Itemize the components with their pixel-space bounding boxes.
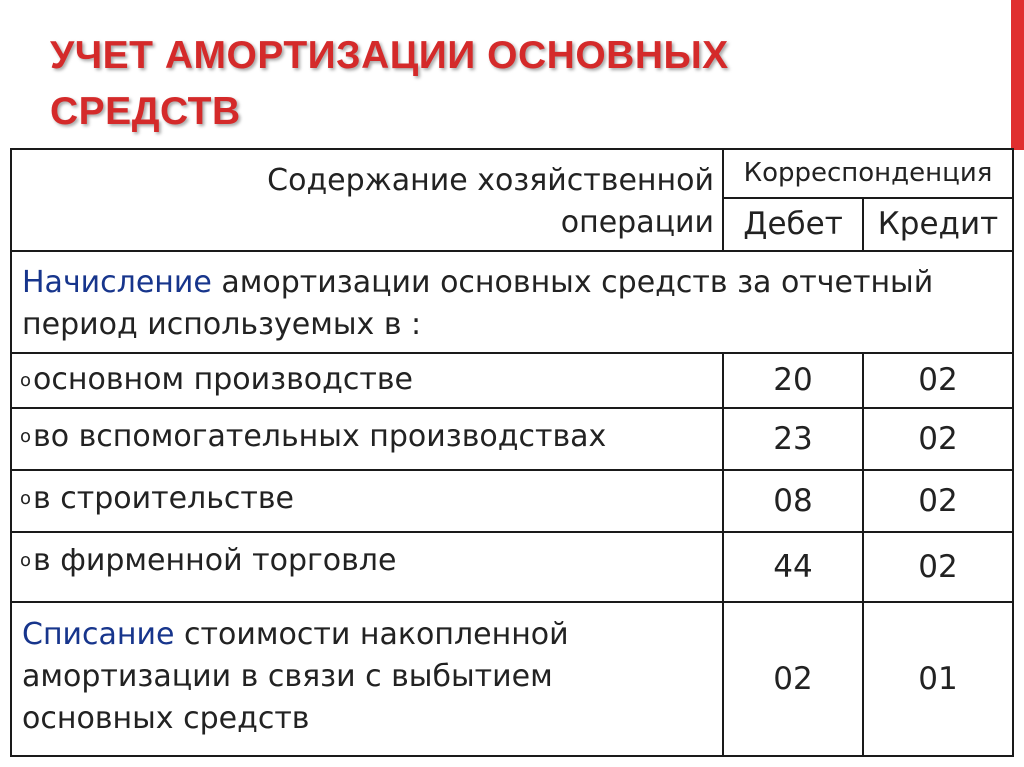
row-label: в фирменной торговле xyxy=(33,542,397,578)
header-operation-line-1: Содержание хозяйственной xyxy=(267,163,714,198)
header-operation-line-2: операции xyxy=(560,205,714,240)
section-accrual xyxy=(11,251,1013,353)
writeoff-label-cell xyxy=(11,602,723,756)
row-credit: 02 xyxy=(863,353,1013,408)
row-label-cell xyxy=(11,532,723,602)
table-row xyxy=(11,353,1013,408)
section-accrual-text: амортизации основных средств за отчетный период используемых в : xyxy=(22,265,934,342)
writeoff-text: стоимости накопленной амортизации в связи с выбытием основных средств xyxy=(22,616,569,736)
title-line-1: УЧЕТ АМОРТИЗАЦИИ ОСНОВНЫХ xyxy=(50,34,729,77)
bullet-icon: o xyxy=(20,369,32,391)
bullet-icon: o xyxy=(20,550,32,571)
row-credit: 02 xyxy=(863,532,1013,602)
row-label: во вспомогательных производствах xyxy=(33,418,607,454)
table-row xyxy=(11,408,1013,470)
row-debit: 44 xyxy=(723,532,863,602)
slide-title xyxy=(50,28,950,140)
header-debit: Дебет xyxy=(723,198,863,251)
writeoff-keyword: Списание xyxy=(22,616,175,652)
writeoff-debit: 02 xyxy=(723,602,863,756)
title-line-2: СРЕДСТВ xyxy=(50,90,241,133)
table-row xyxy=(11,532,1013,602)
row-debit: 20 xyxy=(723,353,863,408)
bullet-icon: o xyxy=(20,426,32,447)
row-label-cell xyxy=(11,408,723,470)
row-debit: 23 xyxy=(723,408,863,470)
row-label: основном производстве xyxy=(33,362,413,397)
section-accrual-keyword: Начисление xyxy=(22,265,212,300)
row-credit: 02 xyxy=(863,408,1013,470)
header-credit: Кредит xyxy=(863,198,1013,251)
amortization-table xyxy=(10,148,1014,757)
bullet-icon: o xyxy=(20,488,32,509)
writeoff-credit: 01 xyxy=(863,602,1013,756)
row-label-cell xyxy=(11,470,723,532)
row-credit: 02 xyxy=(863,470,1013,532)
table-row xyxy=(11,470,1013,532)
row-debit: 08 xyxy=(723,470,863,532)
row-label: в строительстве xyxy=(33,480,294,516)
header-correspondence: Корреспонденция xyxy=(723,149,1013,198)
header-operation xyxy=(11,149,723,251)
table-row-writeoff xyxy=(11,602,1013,756)
row-label-cell xyxy=(11,353,723,408)
accent-bar xyxy=(1011,0,1024,150)
